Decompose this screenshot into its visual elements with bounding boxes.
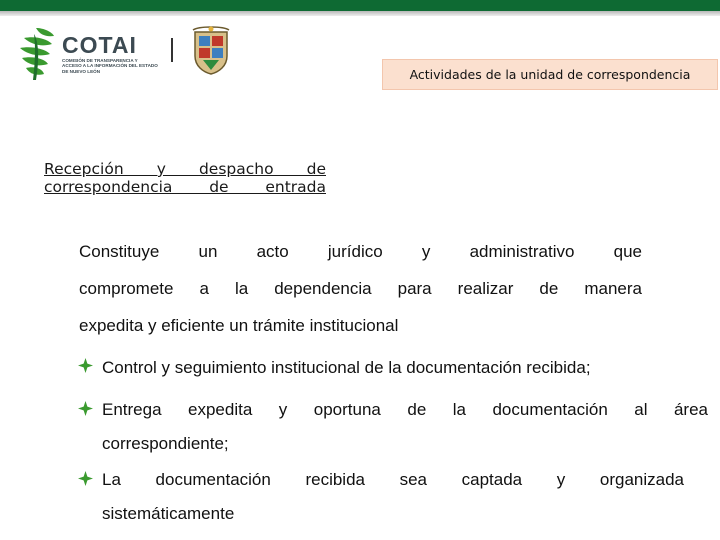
cotai-logo-text: COTAI — [62, 32, 137, 58]
list-item-text: La documentación recibida sea captada y organizada — [102, 470, 684, 489]
diamond-bullet-icon — [78, 471, 93, 486]
list-item — [78, 393, 708, 461]
top-gray-stripe — [0, 11, 720, 16]
definition-line-3: expedita y eficiente un trámite institucional — [79, 316, 399, 335]
section-heading — [44, 160, 326, 196]
diamond-bullet-icon — [78, 401, 93, 416]
definition-paragraph — [79, 233, 642, 344]
list-item — [78, 463, 684, 531]
definition-line-2: compromete a la dependencia para realizar de manera — [79, 279, 642, 298]
banner-title: Actividades de la unidad de correspondencia — [409, 67, 691, 82]
list-item-text-cont: correspondiente; — [102, 434, 229, 453]
list-item-text: Control y seguimiento institucional de la documentación recibida; — [102, 358, 591, 377]
top-brand-bar — [0, 0, 720, 16]
list-item — [78, 355, 708, 381]
section-banner — [382, 59, 718, 90]
logo-divider — [171, 38, 173, 62]
heading-line-2: correspondencia de entrada — [44, 178, 326, 196]
cotai-logo-subtitle: COMISIÓN DE TRANSPARENCIA Y ACCESO A LA INFORMACIÓN DEL ESTADO DE NUEVO LEÓN — [62, 58, 158, 74]
cotai-leaf-logo-icon — [16, 26, 58, 82]
state-shield-icon — [189, 26, 233, 76]
diamond-bullet-icon — [78, 358, 93, 373]
heading-line-1: Recepción y despacho de — [44, 160, 326, 178]
definition-line-1: Constituye un acto jurídico y administrativo que — [79, 242, 642, 261]
list-item-text-cont: sistemáticamente — [102, 504, 235, 523]
list-item-text: Entrega expedita y oportuna de la documentación al área — [102, 400, 708, 419]
